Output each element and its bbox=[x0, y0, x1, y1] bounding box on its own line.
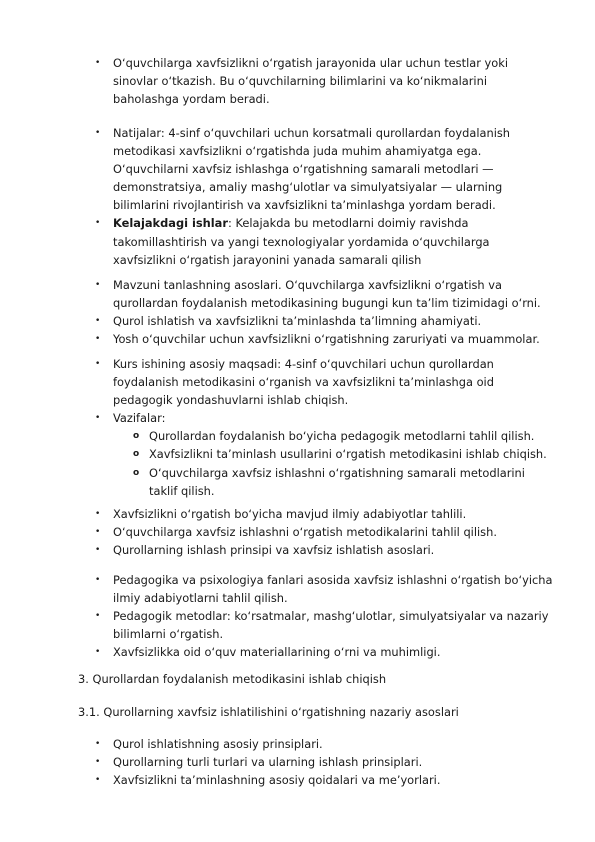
list-item-text: Xavfsizlikka oid o‘quv materiallarining o‘rni va muhimligi. bbox=[113, 645, 441, 660]
list-item-text: Qurollarning turli turlari va ularning ishlash prinsiplari. bbox=[113, 755, 423, 770]
bullet-list bbox=[95, 355, 553, 500]
list-item bbox=[95, 355, 553, 409]
list-item-text: Kurs ishining asosiy maqsadi: 4-sinf o‘quvchilari uchun qurollardan foydalanish metodikasini o‘rganish va xavfsizlikni ta’minlashga oid pedagogik yondashuvlarni ishlab chiqish. bbox=[113, 357, 494, 408]
list-item-text: Natijalar: 4-sinf o‘quvchilari uchun korsatmali qurollardan foydalanish metodikasi xavfsizlikni o‘rgatishda juda muhim ahamiyatga ega. O‘quvchilarni xavfsiz ishlashga o‘rgatishning samarali metodlari — demonstratsiya, amaliy mashg‘ulotlar va simulyatsiyalar — ularning bilimlarini rivojlantirish va xavfsizlikni ta’minlashga yordam beradi. bbox=[113, 126, 511, 213]
list-item-text: Qurol ishlatish va xavfsizlikni ta’minlashda ta’limning ahamiyati. bbox=[113, 314, 482, 329]
list-item bbox=[95, 771, 553, 789]
list-item-text: Pedagogika va psixologiya fanlari asosida xavfsiz ishlashni o‘rgatish bo‘yicha ilmiy adabiyotlarni tahlil qilish. bbox=[113, 573, 553, 606]
list-item bbox=[95, 541, 553, 559]
list-item-text: Xavfsizlikni ta’minlashning asosiy qoidalari va me’yorlari. bbox=[113, 773, 441, 788]
bullet-list bbox=[95, 505, 553, 559]
list-item bbox=[95, 312, 553, 330]
list-item bbox=[95, 753, 553, 771]
list-item-text: Qurol ishlatishning asosiy prinsiplari. bbox=[113, 737, 323, 751]
list-item-text: Yosh o‘quvchilar uchun xavfsizlikni o‘rgatishning zaruriyati va muammolar. bbox=[113, 332, 540, 347]
list-item bbox=[95, 330, 553, 348]
bullet-list bbox=[95, 571, 553, 661]
sub-list-item: o O‘quvchilarga xavfsiz ishlashni o‘rgatishning samarali metodlarini taklif qilish. bbox=[113, 464, 553, 500]
section-heading: 3. Qurollardan foydalanish metodikasini ishlab chiqish bbox=[78, 672, 387, 686]
list-item-text: Xavfsizlikni o‘rgatish bo‘yicha mavjud ilmiy adabiyotlar tahlili. bbox=[113, 507, 467, 521]
list-item bbox=[95, 409, 553, 499]
list-item bbox=[95, 276, 553, 312]
list-item-text: Vazifalar: bbox=[113, 411, 166, 426]
list-item bbox=[95, 505, 553, 523]
list-item bbox=[95, 214, 553, 268]
list-item-bold-lead: Kelajakdagi ishlar bbox=[113, 216, 228, 231]
sub-list-item: o Xavfsizlikni ta’minlash usullarini o‘rgatish metodikasini ishlab chiqish. bbox=[113, 445, 553, 463]
bullet-list bbox=[95, 124, 553, 269]
list-item-text: Qurollarning ishlash prinsipi va xavfsiz ishlatish asoslari. bbox=[113, 543, 435, 558]
list-item bbox=[95, 607, 553, 643]
list-item-text: Mavzuni tanlashning asoslari. O‘quvchilarga xavfsizlikni o‘rgatish va qurollardan foydalanish metodikasining bugungi kun ta’lim tizimidagi o‘rni. bbox=[113, 278, 541, 311]
list-item bbox=[95, 54, 553, 108]
list-item bbox=[95, 124, 553, 214]
sub-list-item: o Qurollardan foydalanish bo‘yicha pedagogik metodlarni tahlil qilish. bbox=[113, 427, 553, 445]
sub-list bbox=[113, 427, 553, 499]
list-item bbox=[95, 643, 553, 661]
section-heading: 3.1. Qurollarning xavfsiz ishlatilishini o‘rgatishning nazariy asoslari bbox=[78, 705, 459, 719]
list-item bbox=[95, 571, 553, 607]
list-item bbox=[95, 523, 553, 541]
bullet-list bbox=[95, 276, 553, 348]
list-item-text: : Kelajakda bu metodlarni doimiy ravishda takomillashtirish va yangi texnologiyalar yordamida o‘quvchilarga xavfsizlikni o‘rgatish jarayonini yanada samarali qilish bbox=[113, 216, 490, 267]
list-item-text: O‘quvchilarga xavfsizlikni o‘rgatish jarayonida ular uchun testlar yoki sinovlar o‘tkazish. Bu o‘quvchilarning bilimlarini va ko‘nikmalarini baholashga yordam beradi. bbox=[113, 56, 509, 107]
list-item-text: O‘quvchilarga xavfsiz ishlashni o‘rgatish metodikalarini tahlil qilish. bbox=[113, 525, 497, 540]
bullet-list bbox=[95, 54, 553, 108]
list-item-text: Pedagogik metodlar: ko‘rsatmalar, mashg‘ulotlar, simulyatsiyalar va nazariy bilimlarni o‘rgatish. bbox=[113, 609, 549, 642]
list-item bbox=[95, 735, 553, 753]
bullet-list bbox=[95, 735, 553, 789]
